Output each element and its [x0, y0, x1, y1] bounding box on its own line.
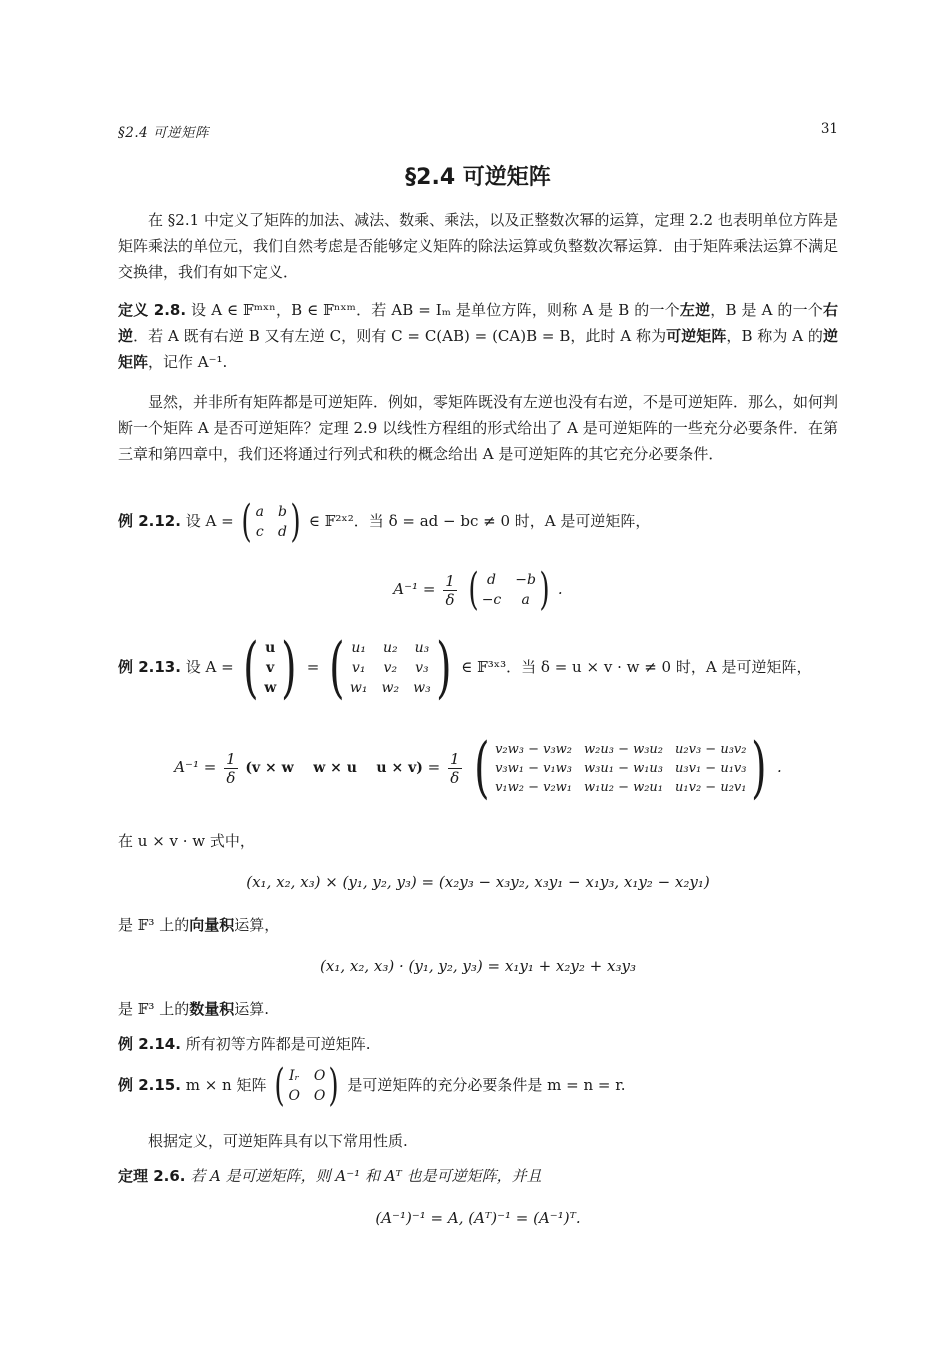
example-2-15: 例 2.15. m × n 矩阵 ( Iᵣ O O O ) 是可逆矩阵的充分必要条件是 m = n = r.: [118, 1060, 626, 1111]
page-number: 31: [820, 121, 838, 137]
running-head-section: §2.4 可逆矩阵: [118, 125, 210, 141]
example-pre: 设 A =: [185, 658, 234, 676]
term-left-inverse: 左逆: [679, 301, 711, 319]
definition-text-5: ，记作 A⁻¹.: [148, 353, 228, 371]
theorem-label: 定理 2.6.: [118, 1167, 186, 1185]
page: [118, 0, 838, 1347]
example-label: 例 2.13.: [118, 658, 181, 676]
definition-2-8: [118, 297, 838, 375]
inverse-formula-3x3: A⁻¹ = $\frac{1}{\delta}$ (v × w w × u u × v) = $\frac{1}{\delta}$ ( v₂w₃ − v₃w₂ w₂u₃ − w₃u₂ u₂v₃ − u₃v₂ v₃w₁ − v₁w₃ w₃u₁ − w₁u₃ u₃v₁ − u₁v₃ v₁w₂ − v₂w₁ w₁u₂ − w₂u₁ u₁v₂ − u₂v₁ ) .: [174, 729, 782, 806]
example-post: ∈ 𝔽²ˣ²．当 δ = ad − bc ≠ 0 时，A 是可逆矩阵，: [308, 512, 651, 530]
example-2-13: 例 2.13. 设 A = ( u v w ) = ( u₁ u₂ u₃ v₁ v₂ v₃ w₁ w₂ w₃ ) ∈ 𝔽³ˣ³．当 δ = u × v · w ≠ 0 时，A 是可逆矩阵，: [118, 629, 812, 706]
matrix-abcd: ( a b c d ): [241, 496, 301, 547]
matrix-cell: −c: [481, 592, 502, 608]
fraction: $\frac{1}{\delta}$: [445, 571, 455, 609]
definition-text-1: 设 A ∈ 𝔽ᵐˣⁿ，B ∈ 𝔽ⁿˣᵐ．若 AB = Iₘ 是单位方阵，则称 A 是 B 的一个: [191, 301, 680, 319]
matrix-cell: d: [486, 572, 496, 588]
section-title: §2.4 可逆矩阵: [405, 165, 551, 190]
example-label: 例 2.15.: [118, 1076, 181, 1094]
dot-product-formula: (x₁, x₂, x₃) · (y₁, y₂, y₃) = x₁y₁ + x₂y₂ + x₃y₃: [320, 957, 636, 975]
cross-product-text: 是 𝔽³ 上的向量积运算，: [118, 916, 280, 934]
theorem-2-6: 定理 2.6. 若 A 是可逆矩阵，则 A⁻¹ 和 Aᵀ 也是可逆矩阵，并且: [118, 1167, 542, 1185]
inverse-lhs: A⁻¹ =: [393, 580, 436, 598]
in-expression-line: 在 u × v · w 式中，: [118, 832, 255, 850]
example-label: 例 2.12.: [118, 512, 181, 530]
matrix-3x3: ( u₁ u₂ u₃ v₁ v₂ v₃ w₁ w₂ w₃ ): [329, 629, 452, 706]
matrix-cell: a: [521, 592, 530, 608]
example-2-14: 例 2.14. 所有初等方阵都是可逆矩阵.: [118, 1035, 371, 1053]
paragraph-2: 显然，并非所有矩阵都是可逆矩阵．例如，零矩阵既没有左逆也没有右逆，不是可逆矩阵．那么，如何判断一个矩阵 A 是否可逆矩阵？定理 2.9 以线性方程组的形式给出了 A 是可逆矩阵的一些充分必要条件．在第三章和第四章中，我们还将通过行列式和秩的概念给出 A 是可逆矩阵的其它充分必要条件．: [118, 393, 839, 463]
term-invertible-matrix: 可逆矩阵: [666, 327, 727, 345]
inverse-formula-2x2: A⁻¹ = $\frac{1}{\delta}$ ( d −b −c a ) .: [393, 564, 563, 615]
row-vector-cross-products: (v × w w × u u × v): [245, 760, 423, 776]
theorem-formula: (A⁻¹)⁻¹ = A, (Aᵀ)⁻¹ = (A⁻¹)ᵀ.: [375, 1209, 581, 1227]
fraction: $\frac{1}{\delta}$: [449, 749, 460, 787]
intro-paragraph: 在 §2.1 中定义了矩阵的加法、减法、数乘、乘法，以及正整数次幂的运算，定理 2.2 也表明单位方阵是矩阵乘法的单位元，我们自然考虑是否能够定义矩阵的除法运算或负整数次幂运算．由于矩阵乘法运算不满足交换律，我们有如下定义．: [118, 211, 839, 281]
running-head: [118, 121, 838, 141]
dot-product-text: 是 𝔽³ 上的数量积运算.: [118, 1000, 269, 1018]
example-post: ∈ 𝔽³ˣ³．当 δ = u × v · w ≠ 0 时，A 是可逆矩阵，: [461, 658, 812, 676]
example-pre: 设 A =: [185, 512, 234, 530]
adjugate-matrix: ( v₂w₃ − v₃w₂ w₂u₃ − w₃u₂ u₂v₃ − u₃v₂ v₃w₁ − v₁w₃ w₃u₁ − w₁u₃ u₃v₁ − u₁v₃ v₁w₂ − v₂w₁ w₁u₂ − w₂u₁ u₁v₂ − u₂v₁ ): [474, 729, 768, 806]
term-cross-product: 向量积: [189, 916, 235, 934]
term-dot-product: 数量积: [189, 1000, 235, 1018]
definition-label: 定义 2.8.: [118, 301, 187, 319]
paragraph-3: 根据定义，可逆矩阵具有以下常用性质.: [148, 1132, 408, 1150]
matrix-cell: c: [255, 524, 264, 540]
inverse-matrix-2x2: ( d −b −c a ): [467, 564, 550, 615]
matrix-cell: −b: [515, 572, 536, 588]
matrix-cell: d: [277, 524, 287, 540]
term-inverse-matrix: 逆矩阵: [118, 327, 838, 371]
matrix-cell: b: [277, 504, 287, 520]
fraction: $\frac{1}{\delta}$: [226, 749, 236, 787]
definition-text-4: ，B 称为 A 的: [726, 327, 823, 345]
definition-text-2: ，B 是 A 的一个: [710, 301, 823, 319]
definition-text-3: ．若 A 既有右逆 B 又有左逆 C，则有 C = C(AB) = (CA)B = B，此时 A 称为: [133, 327, 667, 345]
example-label: 例 2.14.: [118, 1035, 181, 1053]
matrix-cell: a: [255, 504, 264, 520]
term-right-inverse: 右逆: [118, 301, 838, 345]
example-2-12: [118, 496, 651, 547]
column-vector-uvw: ( u v w ): [243, 629, 297, 706]
block-matrix: ( Iᵣ O O O ): [274, 1060, 340, 1111]
cross-product-formula: (x₁, x₂, x₃) × (y₁, y₂, y₃) = (x₂y₃ − x₃y₂, x₃y₁ − x₁y₃, x₁y₂ − x₂y₁): [246, 873, 710, 891]
